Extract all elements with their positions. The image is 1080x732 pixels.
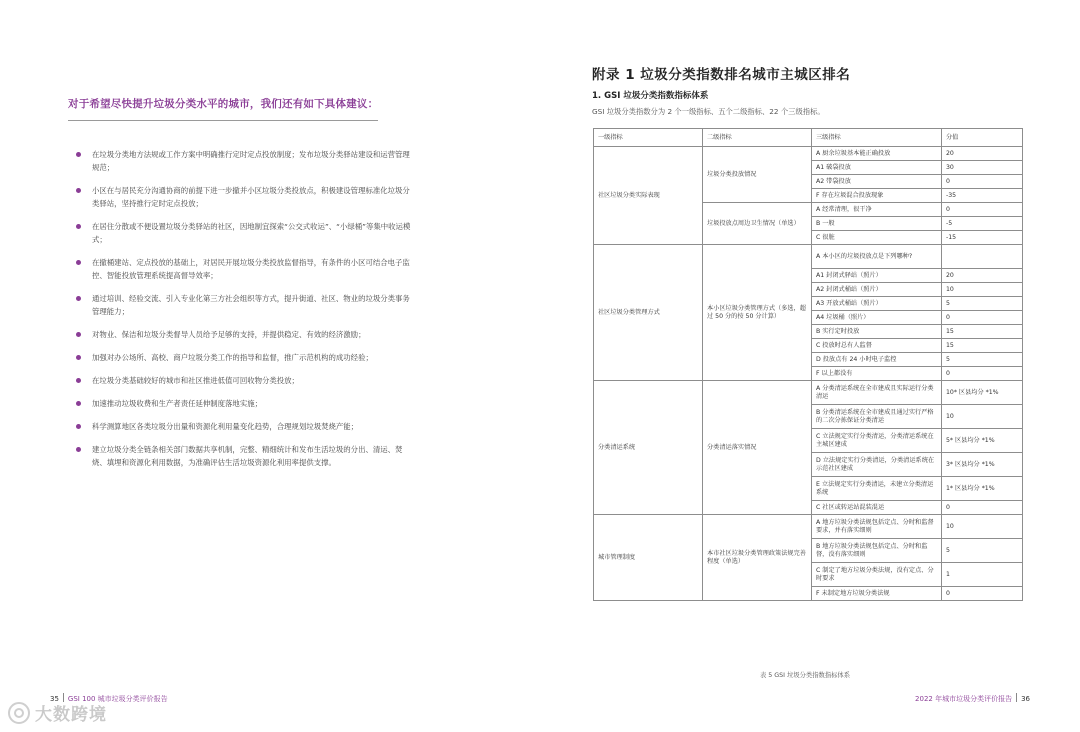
level3-cell: C 很脏: [812, 231, 942, 245]
level3-cell: A 厨余垃圾基本能正确投放: [812, 147, 942, 161]
score-cell: [942, 245, 1023, 269]
level3-cell: B 一般: [812, 217, 942, 231]
level3-cell: B 实行定时投放: [812, 325, 942, 339]
level1-cell: 社区垃圾分类管理方式: [594, 245, 703, 381]
section-description: GSI 垃圾分类指数分为 2 个一级指标、五个二级指标、22 个三级指标。: [592, 107, 825, 116]
level2-cell: 本小区垃圾分类管理方式（多选，超过 50 分的按 50 分计算）: [703, 245, 812, 381]
page-number: 35: [50, 695, 59, 703]
score-cell: 30: [942, 161, 1023, 175]
score-cell: 10* 区县均分 *1%: [942, 381, 1023, 405]
score-cell: 10: [942, 405, 1023, 429]
level3-cell: C 制定了地方垃圾分类法规，没有定点、分时要求: [812, 563, 942, 587]
score-cell: 5: [942, 539, 1023, 563]
recommendation-item: 在垃圾分类基础较好的城市和社区推进低值可回收物分类投放；: [76, 374, 411, 387]
header-score: 分值: [942, 129, 1023, 147]
score-cell: 3* 区县均分 *1%: [942, 453, 1023, 477]
score-cell: 0: [942, 587, 1023, 601]
level3-cell: F 存在垃圾混合投放现象: [812, 189, 942, 203]
level3-cell: A 本小区的垃圾投放点是下列哪种?: [812, 245, 942, 269]
recommendations-list: [76, 148, 411, 479]
recommendation-item: 在居住分散或不便设置垃圾分类驿站的社区，因地制宜探索“公交式收运”、“小绿桶”等集中收运模式；: [76, 220, 411, 246]
right-footer: [915, 693, 1030, 704]
score-cell: 15: [942, 325, 1023, 339]
level2-cell: 分类清运落实情况: [703, 381, 812, 515]
recommendation-item: 通过培训、经验交流、引入专业化第三方社会组织等方式，提升街道、社区、物业的垃圾分类事务管理能力；: [76, 292, 411, 318]
recommendation-item: 在垃圾分类地方法规或工作方案中明确推行定时定点投放制度；发布垃圾分类驿站建设和运营管理规范；: [76, 148, 411, 174]
level3-cell: A2 带袋投放: [812, 175, 942, 189]
score-cell: 0: [942, 311, 1023, 325]
level2-cell: 本市社区垃圾分类管理政策法规完善程度（单选）: [703, 515, 812, 601]
level3-cell: F 以上都没有: [812, 367, 942, 381]
level3-cell: C 立法规定实行分类清运，分类清运系统在主城区建成: [812, 429, 942, 453]
level2-cell: 垃圾分类投放情况: [703, 147, 812, 203]
level3-cell: F 未制定地方垃圾分类法规: [812, 587, 942, 601]
header-level3: 三级指标: [812, 129, 942, 147]
table-row: [594, 245, 1023, 269]
level2-cell: 垃圾投放点周边卫生情况（单选）: [703, 203, 812, 245]
level3-cell: C 社区或转运站混装混运: [812, 501, 942, 515]
section-title: 1. GSI 垃圾分类指数指标体系: [592, 91, 709, 101]
header-level1: 一级指标: [594, 129, 703, 147]
watermark-logo-icon: [8, 702, 30, 724]
score-cell: 5: [942, 297, 1023, 311]
recommendation-item: 加强对办公场所、高校、商户垃圾分类工作的指导和监督，推广示范机构的成功经验；: [76, 351, 411, 364]
score-cell: 5* 区县均分 *1%: [942, 429, 1023, 453]
level3-cell: C 投放时总有人监督: [812, 339, 942, 353]
level3-cell: E 立法规定实行分类清运，未建立分类清运系统: [812, 477, 942, 501]
level1-cell: 社区垃圾分类实际表现: [594, 147, 703, 245]
appendix-title: 附录 1 垃圾分类指数排名城市主城区排名: [592, 67, 851, 83]
table-row: [594, 515, 1023, 539]
score-cell: 0: [942, 203, 1023, 217]
recommendation-item: 小区在与居民充分沟通协商的前提下进一步撤并小区垃圾分类投放点，积极建设管理标准化垃圾分类驿站，坚持推行定时定点投放；: [76, 184, 411, 210]
recommendation-item: 对物业、保洁和垃圾分类督导人员给予足够的支持，并提供稳定、有效的经济激励；: [76, 328, 411, 341]
header-level2: 二级指标: [703, 129, 812, 147]
score-cell: -15: [942, 231, 1023, 245]
page-number: 36: [1021, 695, 1030, 703]
level3-cell: A1 封闭式驿站（照片）: [812, 269, 942, 283]
score-cell: -5: [942, 217, 1023, 231]
watermark-text: 大数跨境: [35, 705, 107, 725]
table-row: [594, 381, 1023, 405]
right-page: [540, 0, 1080, 732]
score-cell: 10: [942, 515, 1023, 539]
level3-cell: A2 封闭式桶站（照片）: [812, 283, 942, 297]
score-cell: 15: [942, 339, 1023, 353]
score-cell: 0: [942, 367, 1023, 381]
level1-cell: 分类清运系统: [594, 381, 703, 515]
level3-cell: B 地方垃圾分类法规包括定点、分时和监督，没有落实细则: [812, 539, 942, 563]
score-cell: 0: [942, 501, 1023, 515]
level3-cell: A1 破袋投放: [812, 161, 942, 175]
level3-cell: A 分类清运系统在全市建成且实际运行分类清运: [812, 381, 942, 405]
level3-cell: D 投放点有 24 小时电子监控: [812, 353, 942, 367]
gsi-indicator-table: [593, 128, 1023, 601]
score-cell: 1: [942, 563, 1023, 587]
score-cell: 20: [942, 147, 1023, 161]
footer-separator: [1016, 693, 1017, 702]
level3-cell: A3 开放式桶站（照片）: [812, 297, 942, 311]
footer-report-title: 2022 年城市垃圾分类评价报告: [915, 695, 1013, 703]
score-cell: 1* 区县均分 *1%: [942, 477, 1023, 501]
level3-cell: D 立法规定实行分类清运，分类清运系统在示范社区建成: [812, 453, 942, 477]
level3-cell: B 分类清运系统在全市建成且通过实行严格的二次分拣保证分类清运: [812, 405, 942, 429]
recommendation-item: 在撤桶建站、定点投放的基础上，对居民开展垃圾分类投放监督指导，有条件的小区可结合电子监控、智能投放管理系统提高督导效率；: [76, 256, 411, 282]
recommendation-item: 建立垃圾分类全链条相关部门数据共享机制，完整、精细统计和发布生活垃圾的分出、清运、焚烧、填埋和资源化利用数据，为准确评估生活垃圾资源化利用率提供支撑。: [76, 443, 411, 469]
recommendations-intro: 对于希望尽快提升垃圾分类水平的城市，我们还有如下具体建议：: [68, 98, 379, 110]
table-header-row: [594, 129, 1023, 147]
level1-cell: 城市管理制度: [594, 515, 703, 601]
recommendation-item: 科学测算地区各类垃圾分出量和资源化利用量变化趋势，合理规划垃圾焚烧产能；: [76, 420, 411, 433]
level3-cell: A 地方垃圾分类法规包括定点、分时和监督要求，并有落实细则: [812, 515, 942, 539]
score-cell: 20: [942, 269, 1023, 283]
score-cell: 10: [942, 283, 1023, 297]
level3-cell: A 经常清理，很干净: [812, 203, 942, 217]
table-row: [594, 147, 1023, 161]
watermark: [8, 700, 107, 725]
level3-cell: A4 垃圾桶（照片）: [812, 311, 942, 325]
table-caption: 表 5 GSI 垃圾分类指数指标体系: [760, 672, 851, 679]
score-cell: 5: [942, 353, 1023, 367]
recommendation-item: 加速推动垃圾收费和生产者责任延伸制度落地实施；: [76, 397, 411, 410]
score-cell: 0: [942, 175, 1023, 189]
score-cell: -35: [942, 189, 1023, 203]
intro-divider: [68, 120, 378, 121]
footer-report-title: GSI 100 城市垃圾分类评价报告: [67, 695, 168, 703]
